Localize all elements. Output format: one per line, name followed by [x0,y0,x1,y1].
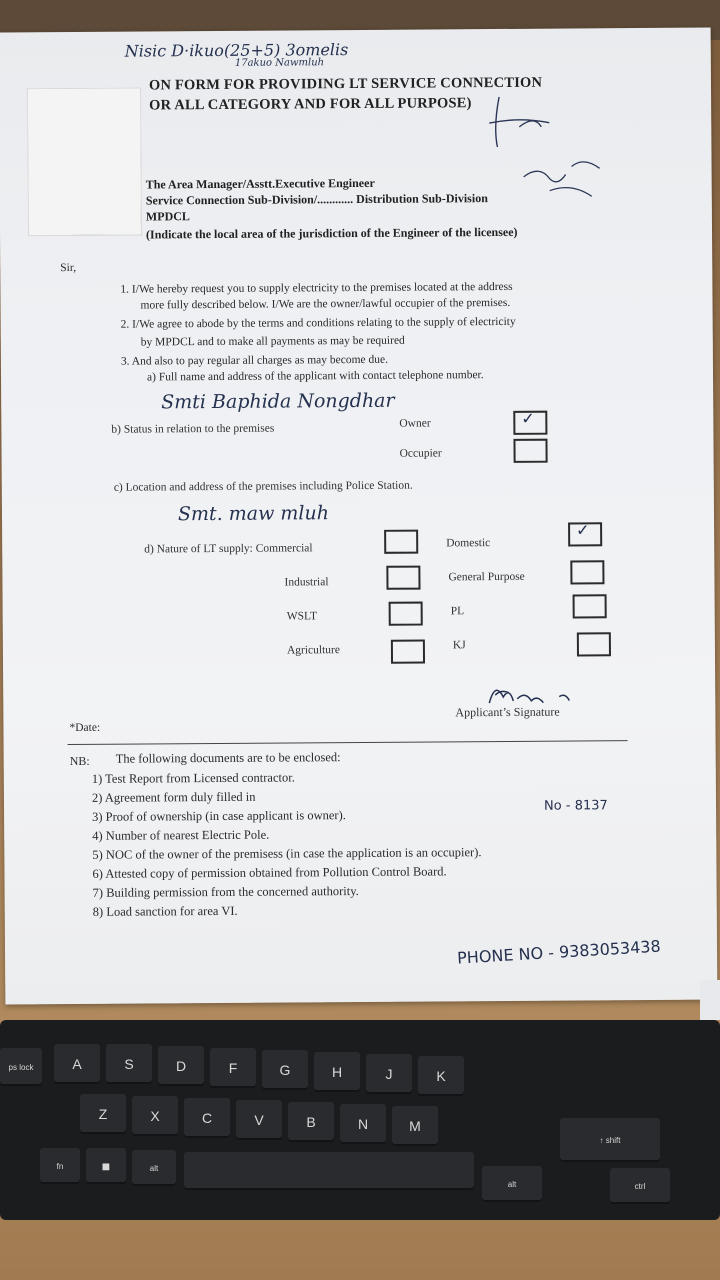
occupier-checkbox[interactable] [513,439,547,463]
kj-label: KJ [452,639,466,652]
address-line-1: The Area Manager/Asstt.Executive Engineer [145,175,375,192]
document-item-6: 6) Attested copy of permission obtained from Pollution Control Board. [92,864,447,881]
key-j[interactable]: J [366,1054,412,1094]
key-g[interactable]: G [262,1050,308,1090]
applicant-photo [27,88,142,237]
key-a[interactable]: A [54,1044,100,1084]
key-x[interactable]: X [132,1096,178,1136]
key-d[interactable]: D [158,1046,204,1086]
document-item-1: 1) Test Report from Licensed contractor. [91,770,295,786]
address-line-4: (Indicate the local area of the jurisdiction of the Engineer of the licensee) [145,224,518,242]
status-label: b) Status in relation to the premises [111,422,275,436]
handwritten-number-note: No - 8137 [543,798,608,814]
kj-checkbox[interactable] [577,632,611,656]
owner-label: Owner [399,417,431,430]
item-3: 3. And also to pay regular all charges as may become due. [120,353,389,368]
document-item-4: 4) Number of nearest Electric Pole. [92,827,270,843]
industrial-label: Industrial [284,576,329,589]
key-b[interactable]: B [288,1102,334,1142]
item-3a: a) Full name and address of the applicant with contact telephone number. [146,369,484,384]
document-item-5: 5) NOC of the owner of the premisess (in case the application is an occupier). [92,845,482,862]
form-title-line-2: OR ALL CATEGORY AND FOR ALL PURPOSE) [149,95,472,114]
commercial-checkbox[interactable] [384,530,418,554]
industrial-checkbox[interactable] [386,566,420,590]
item-1-line-b: more fully described below. I/We are the owner/lawful occupier of the premises. [140,296,511,312]
document-item-3: 3) Proof of ownership (in case applicant is owner). [92,808,346,824]
windows-icon: ■ [101,1158,111,1174]
document-item-2: 2) Agreement form duly filled in [91,789,256,805]
key-s[interactable]: S [106,1044,152,1084]
form-title-line-1: ON FORM FOR PROVIDING LT SERVICE CONNECTION [148,74,543,94]
domestic-tick-mark: ✓ [576,520,590,540]
key-right-alt[interactable]: alt [482,1166,542,1202]
occupier-label: Occupier [399,447,442,460]
address-line-2: Service Connection Sub-Division/............ Distribution Sub-Division [145,191,488,208]
domestic-label: Domestic [446,537,491,550]
wslt-checkbox[interactable] [389,602,423,626]
item-2-line-a: 2. I/We agree to abode by the terms and conditions relating to the supply of electricity [120,315,516,331]
applicant-signature-label: Applicant’s Signature [455,704,560,720]
key-fn[interactable]: fn [40,1148,80,1184]
document-item-7: 7) Building permission from the concerned authority. [92,884,359,900]
key-spacebar[interactable] [184,1152,474,1190]
date-label: *Date: [69,721,101,735]
nb-label: NB: [69,753,90,769]
key-v[interactable]: V [236,1100,282,1140]
key-left-alt[interactable]: alt [132,1150,176,1186]
key-c[interactable]: C [184,1098,230,1138]
application-form-sheet [0,28,717,1005]
nb-intro: The following documents are to be enclosed: [115,750,341,766]
signature-divider-line [68,740,628,745]
handwritten-top-note-2: 17akuo Nawmluh [234,57,325,69]
applicant-name-handwritten: Smti Baphida Nongdhar [161,389,395,414]
handwritten-approval-scribble [479,86,620,207]
owner-tick-mark: ✓ [521,408,535,428]
key-caps-lock[interactable]: ps lock [0,1048,42,1086]
supply-label: d) Nature of LT supply: Commercial [144,542,313,556]
pl-checkbox[interactable] [573,594,607,618]
key-right-shift[interactable]: ↑ shift [560,1118,660,1162]
salutation: Sir, [60,261,77,275]
second-sheet-edge [700,980,720,1020]
address-line-3: MPDCL [145,209,190,224]
pl-label: PL [450,605,465,618]
wslt-label: WSLT [286,610,317,623]
handwritten-phone-number: PHONE NO - 9383053438 [456,936,662,968]
document-item-8: 8) Load sanction for area VI. [92,903,238,919]
laptop-keyboard [0,1020,720,1220]
general-purpose-checkbox[interactable] [570,560,604,584]
key-windows[interactable] [86,1148,126,1184]
agriculture-checkbox[interactable] [391,640,425,664]
agriculture-label: Agriculture [286,644,340,657]
premises-handwritten: Smt. maw mluh [177,502,330,526]
key-n[interactable]: N [340,1104,386,1144]
item-1-line-a: 1. I/We hereby request you to supply electricity to the premises located at the address [120,280,513,296]
key-h[interactable]: H [314,1052,360,1092]
key-right-ctrl[interactable]: ctrl [610,1168,670,1204]
key-z[interactable]: Z [80,1094,126,1134]
item-2-line-b: by MPDCL and to make all payments as may be required [140,334,405,349]
location-label: c) Location and address of the premises including Police Station. [113,479,413,494]
key-m[interactable]: M [392,1106,438,1146]
general-purpose-label: General Purpose [448,570,525,584]
key-k[interactable]: K [418,1056,464,1096]
key-f[interactable]: F [210,1048,256,1088]
handwritten-top-note: Nisic D·ikuo(25+5) 3omelis [124,40,349,61]
